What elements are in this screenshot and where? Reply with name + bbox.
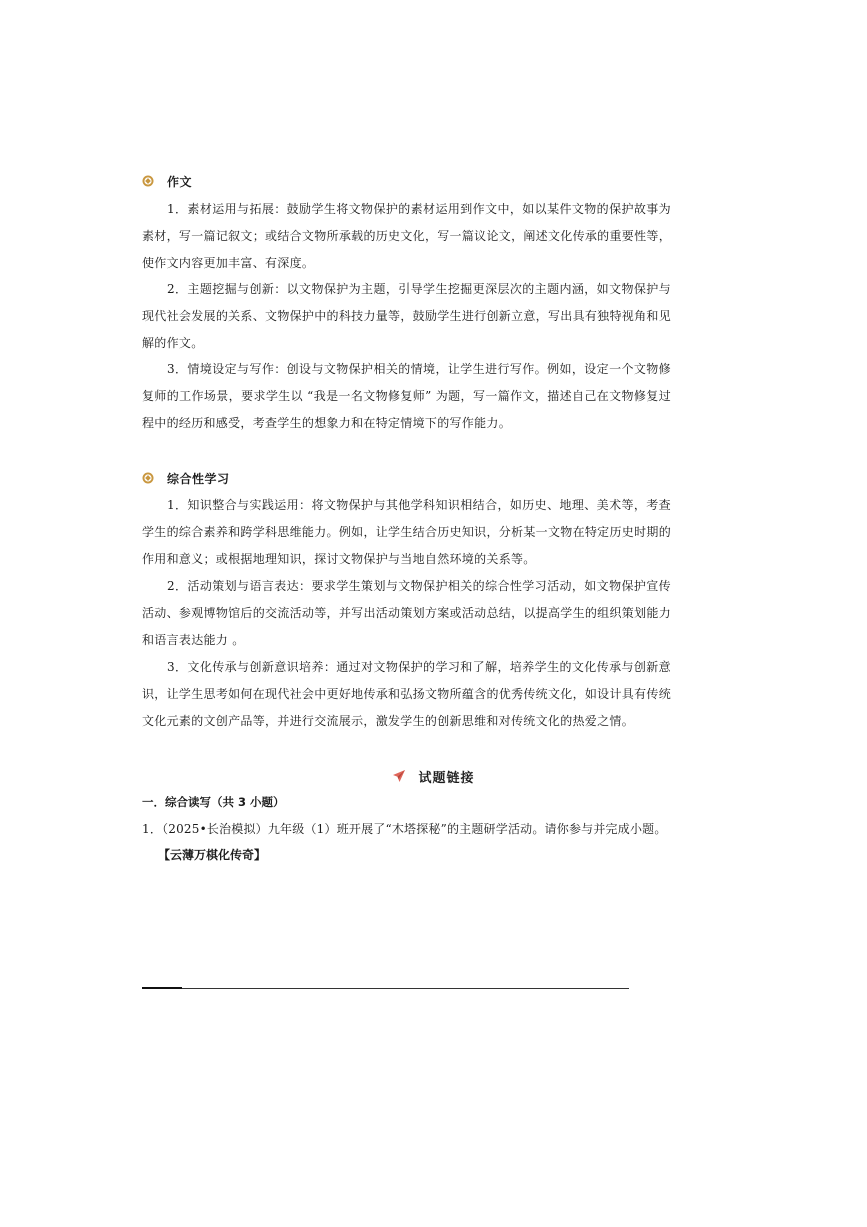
paragraph: 1．素材运用与拓展：鼓励学生将文物保护的素材运用到作文中，如以某件文物的保护故事为素材，写一篇记叙文；或结合文物所承载的历史文化，写一篇议论文，阐述文化传承的重要性等，使作文内容更加丰富、有深度。 (142, 202, 671, 270)
paragraph: 2．主题挖掘与创新：以文物保护为主题，引导学生挖掘更深层次的主题内涵，如文物保护与现代社会发展的关系、文物保护中的科技力量等，鼓励学生进行创新立意，写出具有独特视角和见解的作文。 (142, 282, 671, 350)
paper-plane-icon (392, 769, 406, 783)
divider-line-accent (142, 987, 182, 989)
section-heading-comprehensive-learning (142, 468, 230, 488)
divider-line (142, 988, 629, 989)
question-link-heading (0, 765, 867, 787)
diamond-icon (142, 175, 154, 187)
paragraph: 1．知识整合与实践运用：将文物保护与其他学科知识相结合，如历史、地理、美术等，考查学生的综合素养和跨学科思维能力。例如，让学生结合历史知识，分析某一文物在特定历史时期的作用和意义；或根据地理知识，探讨文物保护与当地自然环境的关系等。 (142, 498, 671, 566)
paragraph: 2．活动策划与语言表达：要求学生策划与文物保护相关的综合性学习活动，如文物保护宣传活动、参观博物馆后的交流活动等，并写出活动策划方案或活动总结，以提高学生的组织策划能力和语言表达能力 。 (142, 579, 671, 647)
paragraph: 3．文化传承与创新意识培养：通过对文物保护的学习和了解，培养学生的文化传承与创新意识，让学生思考如何在现代社会中更好地传承和弘扬文物所蕴含的优秀传统文化，如设计具有传统文化元素的文创产品等，并进行交流展示，激发学生的创新思维和对传统文化的热爱之情。 (142, 660, 671, 728)
diamond-icon (142, 472, 154, 484)
section-heading-essay (142, 171, 192, 191)
question-subheading: 【云薄万棋化传奇】 (158, 848, 267, 862)
question-text: 1．（2025•长治模拟）九年级（1）班开展了“木塔探秘”的主题研学活动。请你参与并完成小题。 (142, 822, 667, 836)
section-title: 作文 (167, 174, 193, 189)
link-title: 试题链接 (418, 770, 475, 786)
section-title: 综合性学习 (167, 471, 230, 486)
part-heading: 一．综合读写（共 3 小题） (142, 795, 285, 809)
paragraph: 3．情境设定与写作：创设与文物保护相关的情境，让学生进行写作。例如，设定一个文物修复师的工作场景，要求学生以 “我是一名文物修复师” 为题，写一篇作文，描述自己在文物修复过程中的经历和感受，考查学生的想象力和在特定情境下的写作能力。 (142, 362, 671, 430)
